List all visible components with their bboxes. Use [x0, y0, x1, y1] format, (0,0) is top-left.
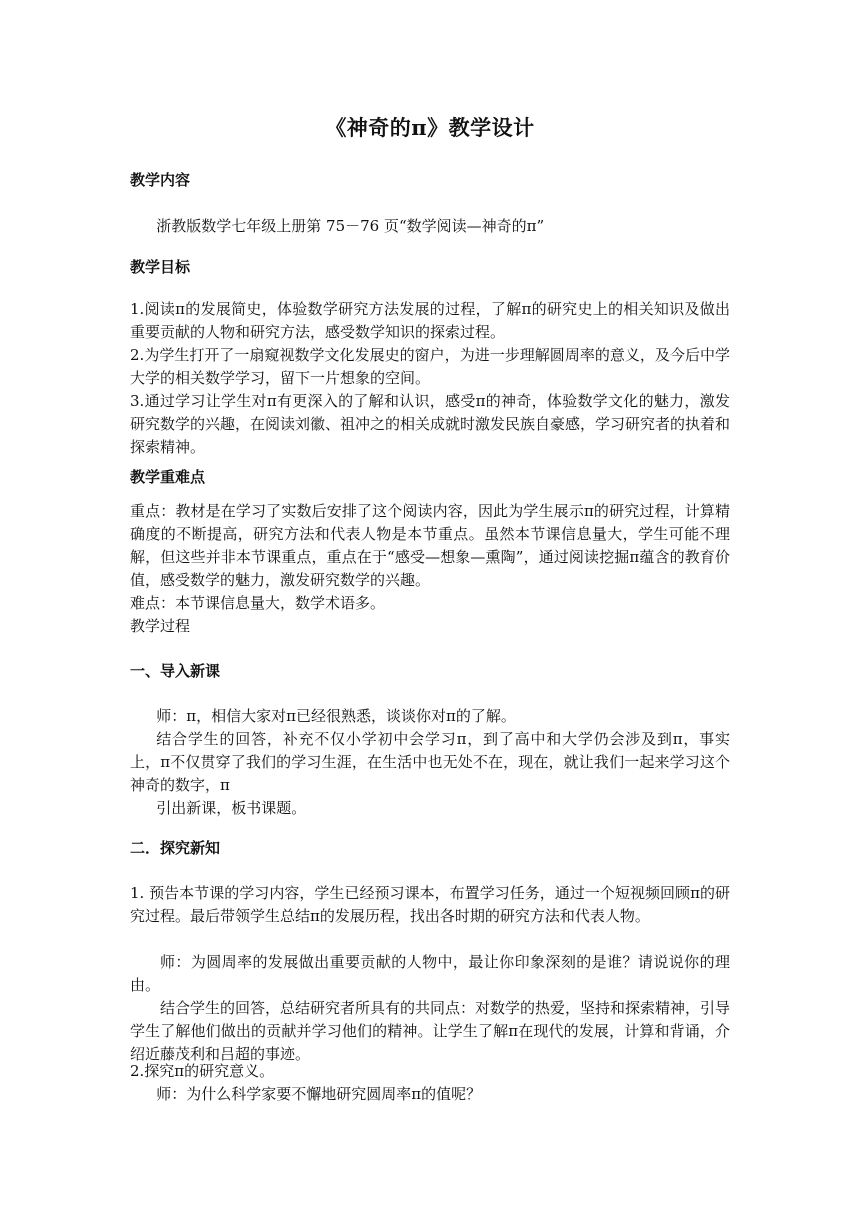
content-text: 浙教版数学七年级上册第 75－76 页“数学阅读—神奇的π” [156, 217, 545, 235]
goal-item-2: 2.为学生打开了一扇窥视数学文化发展史的窗户，为进一步理解圆周率的意义，及今后中学大学的相关数学学习，留下一片想象的空间。 [130, 346, 730, 387]
goal-item-1: 1.阅读π的发展简史，体验数学研究方法发展的过程，了解π的研究史上的相关知识及做出重要贡献的人物和研究方法，感受数学知识的探索过程。 [130, 300, 730, 341]
document-title: 《神奇的π》教学设计 [325, 115, 535, 140]
explore-paragraph-5: 师：为什么科学家要不懈地研究圆周率π的值呢？ [156, 1085, 482, 1103]
section-heading-intro: 一、导入新课 [130, 662, 221, 680]
teaching-process-label: 教学过程 [130, 617, 191, 635]
explore-paragraph-4: 2.探究π的研究意义。 [130, 1062, 275, 1080]
goal-item-3: 3.通过学习让学生对π有更深入的了解和认识，感受π的神奇，体验数学文化的魅力，激发研究数学的兴趣，在阅读刘徽、祖冲之的相关成就时激发民族自豪感，学习研究者的执着和探索精神。 [130, 392, 731, 456]
intro-paragraph-2: 结合学生的回答，补充不仅小学初中会学习π，到了高中和大学仍会涉及到π，事实上，π不仅贯穿了我们的学习生涯，在生活中也无处不在，现在，就让我们一起来学习这个神奇的数字，π [130, 730, 730, 794]
key-focus-text: 重点：教材是在学习了实数后安排了这个阅读内容，因此为学生展示π的研究过程，计算精确度的不断提高，研究方法和代表人物是本节重点。虽然本节课信息量大，学生可能不理解，但这些并非本节课重点，重点在于“感受—想象—熏陶”，通过阅读挖掘π蕴含的教育价值，感受数学的魅力，激发研究数学的兴趣。 [130, 502, 730, 589]
section-heading-explore: 二．探究新知 [130, 839, 221, 857]
explore-paragraph-3: 结合学生的回答，总结研究者所具有的共同点：对数学的热爱，坚持和探索精神，引导学生了解他们做出的贡献并学习他们的精神。让学生了解π在现代的发展，计算和背诵，介绍近藤茂利和吕超的事迹。 [130, 999, 731, 1063]
explore-paragraph-2: 师：为圆周率的发展做出重要贡献的人物中，最让你印象深刻的是谁？请说说你的理由。 [130, 953, 730, 994]
key-difficulty-text: 难点：本节课信息量大，数学术语多。 [130, 594, 386, 612]
section-heading-key-points: 教学重难点 [130, 468, 206, 486]
section-heading-goals: 教学目标 [130, 258, 191, 276]
explore-paragraph-1: 1. 预告本节课的学习内容，学生已经预习课本，布置学习任务，通过一个短视频回顾π的研究过程。最后带领学生总结π的发展历程，找出各时期的研究方法和代表人物。 [130, 884, 730, 925]
intro-paragraph-3: 引出新课，板书课题。 [156, 799, 307, 817]
intro-paragraph-1: 师：π，相信大家对π已经很熟悉，谈谈你对π的了解。 [156, 707, 516, 725]
section-heading-content: 教学内容 [130, 171, 191, 189]
